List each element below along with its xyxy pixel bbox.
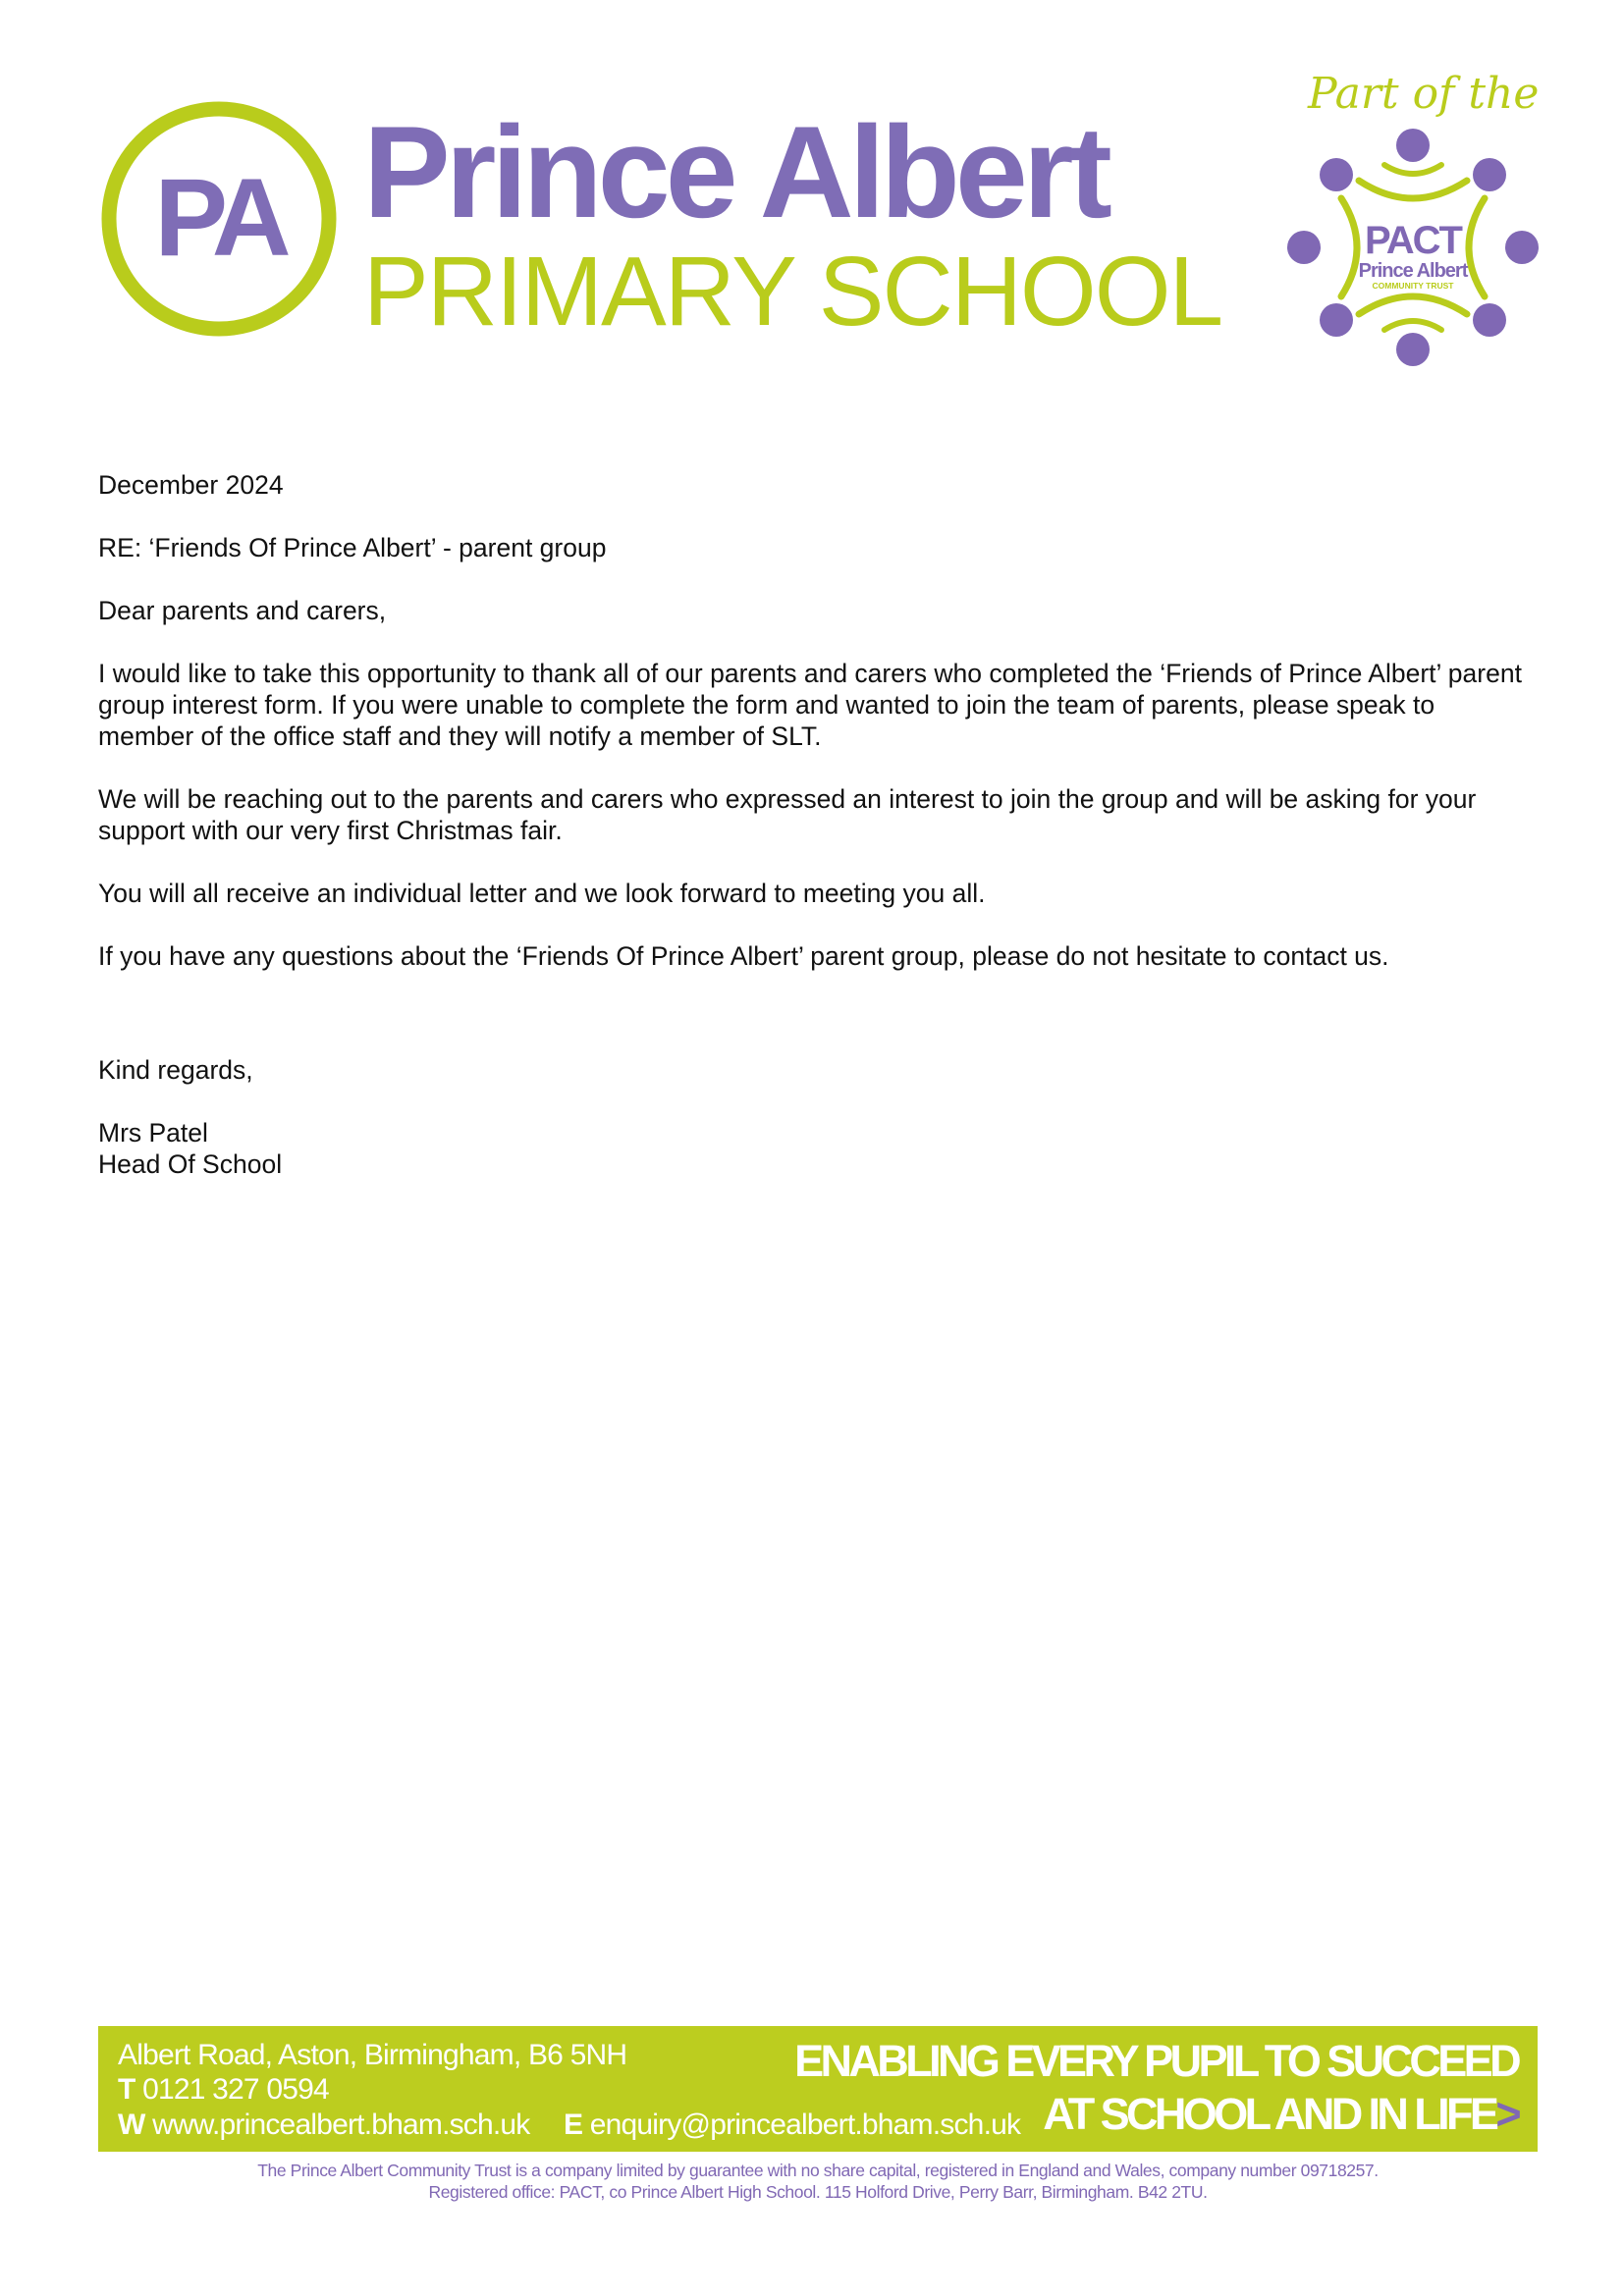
letter-salutation: Dear parents and carers, [98, 596, 387, 625]
motto-line2-text: AT SCHOOL AND IN LIFE [1043, 2089, 1496, 2139]
motto-line2 [1043, 2089, 1518, 2140]
school-name-line1: Prince Albert [363, 100, 1108, 245]
letter-paragraph: If you have any questions about the ‘Friends Of Prince Albert’ parent group, please do not hesitate to contact us. [98, 941, 1389, 971]
signatory-name: Mrs Patel [98, 1118, 208, 1148]
legal-line2: Registered office: PACT, co Prince Albert High School. 115 Holford Drive, Perry Barr, Birmingham. B42 2TU. [428, 2182, 1208, 2202]
email-address: enquiry@princealbert.bham.sch.uk [589, 2109, 1021, 2141]
pact-logo-name: Prince Albert [1358, 260, 1468, 282]
legal-line1: The Prince Albert Community Trust is a company limited by guarantee with no share capital, registered in England and Wales, company number 09718257. [257, 2161, 1379, 2180]
website-key: W [118, 2109, 145, 2141]
footer-email [564, 2109, 1020, 2142]
footer-website [118, 2109, 530, 2142]
footer-contact-band [98, 2026, 1538, 2152]
footer-telephone [118, 2073, 329, 2107]
letter-body [98, 469, 1532, 1180]
pa-monogram-logo [98, 98, 340, 340]
pa-logo-monogram: PA [154, 156, 284, 279]
legal-notice [98, 2160, 1538, 2203]
letter-date: December 2024 [98, 470, 284, 500]
email-key: E [564, 2109, 583, 2141]
pact-logo-acronym: PACT [1365, 219, 1461, 262]
telephone-key: T [118, 2073, 135, 2106]
letter-paragraph: We will be reaching out to the parents and carers who expressed an interest to join the group and will be asking for your support with our very first Christmas fair. [98, 784, 1477, 845]
letter-paragraph: I would like to take this opportunity to thank all of our parents and carers who completed the ‘Friends of Prince Albert’ parent group interest form. If you were unable to complete the form and wanted to join the team of parents, please speak to member of the office staff and they will notify a member of SLT. [98, 659, 1522, 751]
letter-paragraph: You will all receive an individual letter and we look forward to meeting you all. [98, 879, 986, 908]
pact-caption: Part of the [1308, 69, 1540, 119]
signatory-title: Head Of School [98, 1149, 283, 1179]
letter-closing: Kind regards, [98, 1055, 253, 1085]
telephone-number: 0121 327 0594 [142, 2073, 329, 2106]
letter-subject: RE: ‘Friends Of Prince Albert’ - parent group [98, 533, 607, 562]
website-url: www.princealbert.bham.sch.uk [152, 2109, 530, 2141]
motto-line1: ENABLING EVERY PUPIL TO SUCCEED [794, 2036, 1518, 2086]
footer-address: Albert Road, Aston, Birmingham, B6 5NH [118, 2039, 627, 2071]
pact-logo-subtitle: COMMUNITY TRUST [1372, 281, 1454, 291]
chevron-right-icon: > [1495, 2089, 1518, 2139]
school-name [363, 100, 1222, 347]
school-name-line2: PRIMARY SCHOOL [363, 237, 1222, 347]
pact-logo [1286, 126, 1540, 373]
